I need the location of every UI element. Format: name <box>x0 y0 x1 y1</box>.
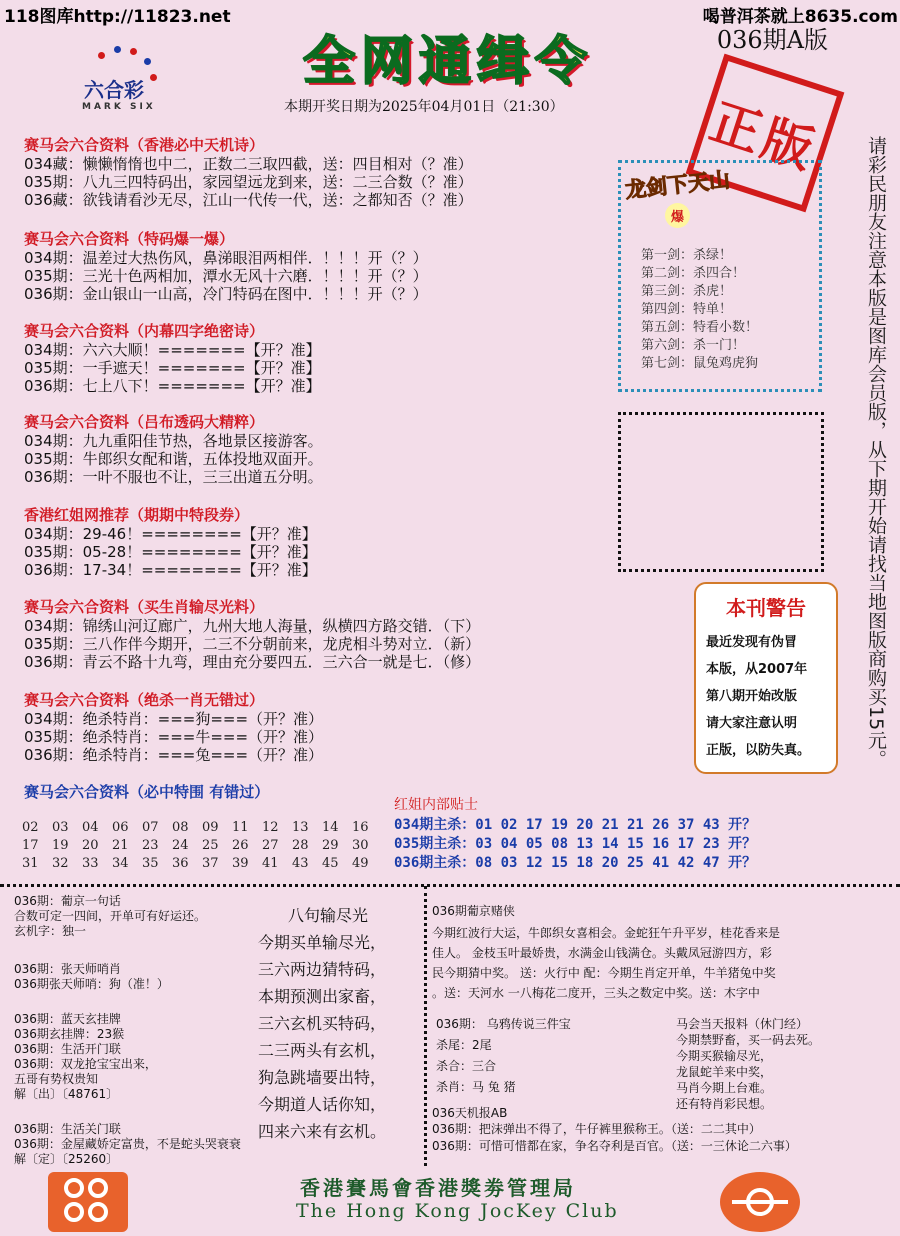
text-line: 036期：蓝天玄挂牌 <box>14 1012 121 1026</box>
issue-edition: 036期A版 <box>716 26 828 54</box>
number-cell: 39 <box>232 856 249 871</box>
poem-line: 今期道人话你知， <box>258 1095 387 1114</box>
text-line: 还有特肖彩民想。 <box>676 1097 773 1111</box>
bottom-left-block-4 <box>14 1122 241 1167</box>
number-cell: 45 <box>322 856 339 871</box>
dragon-line: 第六剑：杀一门！ <box>641 338 746 353</box>
bottom-right-block-2-left <box>436 1014 571 1098</box>
text-line: 今期红波行大运，牛郎织女喜相会。金蛇狂午升平岁，桂花香来是 <box>432 926 781 940</box>
number-cell: 02 <box>22 820 39 835</box>
section-title: 赛马会六合资料（必中特围 有错过） <box>24 783 270 801</box>
poem-line: 四来六来有玄机。 <box>258 1122 387 1141</box>
kill-row: 034期主杀：01 02 17 19 20 21 21 26 37 43 开？ <box>394 817 757 833</box>
text-line: 民今期猜中奖。 送：火行中 配：今期生肖定开单，牛羊猪兔中奖 <box>432 966 776 980</box>
warning-notice <box>694 582 838 774</box>
warning-line: 请大家注意认明 <box>706 716 798 731</box>
text-line: 036期：把沫弹出不得了，牛仔裤里猴称王。（送：二二其中） <box>432 1122 761 1136</box>
title-char: 网 <box>360 31 413 92</box>
text-line: 036期葡京赌侠 <box>432 904 515 918</box>
number-cell: 14 <box>322 820 339 835</box>
section-line: 035期：05-28！========【开？准】 <box>24 543 317 561</box>
number-cell: 24 <box>172 838 189 853</box>
dragon-line: 第四剑：特单！ <box>641 302 733 317</box>
number-cell: 04 <box>82 820 99 835</box>
section-title: 赛马会六合资料（买生肖输尽光料） <box>24 598 265 616</box>
number-cell: 06 <box>112 820 129 835</box>
title-char: 全 <box>302 31 355 92</box>
number-cell: 13 <box>292 820 309 835</box>
kill-row: 036期主杀：08 03 12 15 18 20 25 41 42 47 开？ <box>394 855 757 871</box>
bottom-right-block-2-right <box>676 1016 820 1112</box>
text-line: 杀合：三合 <box>436 1059 497 1073</box>
special-range-numbers <box>22 820 382 874</box>
number-cell: 28 <box>292 838 309 853</box>
text-line: 龙鼠蛇羊来中奖， <box>676 1065 773 1079</box>
number-cell: 49 <box>352 856 369 871</box>
dragon-line: 第三剑：杀虎！ <box>641 284 733 299</box>
number-cell: 12 <box>262 820 279 835</box>
section-line: 036期：绝杀特肖：===兔===（开？准） <box>24 746 324 764</box>
section-title: 赛马会六合资料（吕布透码大精粹） <box>24 413 265 431</box>
section-line: 035期：三八作伴今期开，二三不分朝前来，龙虎相斗势对立．（新） <box>24 635 481 653</box>
section-line: 035期：一手遮天！=======【开？准】 <box>24 359 321 377</box>
poem-line: 狗急跳墙要出特， <box>258 1068 387 1087</box>
dragon-line: 第七剑：鼠兔鸡虎狗 <box>641 356 759 371</box>
text-line: 解〔出〕〔48761〕 <box>14 1087 119 1101</box>
number-cell: 30 <box>352 838 369 853</box>
logo-subtitle: MARK SIX <box>82 102 156 112</box>
number-cell: 43 <box>292 856 309 871</box>
number-cell: 16 <box>352 820 369 835</box>
text-line: 036期：生活开门联 <box>14 1042 121 1056</box>
section-line: 036藏：欲钱请看沙无尽，江山一代传一代，送：之都知否（？准） <box>24 191 473 209</box>
empty-dotted-box <box>618 412 824 572</box>
logo-text: 六合彩 <box>84 78 144 102</box>
number-cell: 41 <box>262 856 279 871</box>
eight-line-poem <box>258 902 386 1145</box>
section-title: 香港红姐网推荐（期期中特段券） <box>24 506 250 524</box>
bottom-right-block-3 <box>432 1106 797 1155</box>
number-cell: 19 <box>52 838 69 853</box>
text-line: 马会当天报料（休门经） <box>676 1017 809 1031</box>
title-char: 缉 <box>477 31 530 92</box>
section-line: 034藏：懒懒惰惰也中二，正数二三取四截，送：四目相对（？准） <box>24 155 473 173</box>
section-line: 036期：七上八下！=======【开？准】 <box>24 377 321 395</box>
text-line: 解〔定〕〔25260〕 <box>14 1152 119 1166</box>
text-line: 。送：天河水 一八梅花二度开，三头之数定中奖。送：木字中 <box>432 986 760 1000</box>
number-row <box>22 838 382 853</box>
number-cell: 23 <box>142 838 159 853</box>
warning-line: 最近发现有伪冒 <box>706 635 798 650</box>
section-title: 赛马会六合资料（香港必中天机诗） <box>24 136 265 154</box>
text-line: 今期买猴输尽光， <box>676 1049 773 1063</box>
section-line: 036期：金山银山一山高，冷门特码在图中．！！！开（？） <box>24 285 428 303</box>
section-line: 035期：三光十色两相加，潭水无风十六磨．！！！开（？） <box>24 267 428 285</box>
section-line: 036期：一叶不服也不让，三三出道五分明。 <box>24 468 323 486</box>
section-lubu-code <box>24 413 564 486</box>
section-title: 赛马会六合资料（特码爆一爆） <box>24 230 235 248</box>
red-sister-tips <box>394 794 756 873</box>
burst-badge: 爆 <box>665 203 690 228</box>
section-line: 034期：绝杀特肖：===狗===（开？准） <box>24 710 324 728</box>
section-line: 036期：17-34！========【开？准】 <box>24 561 317 579</box>
section-line: 034期：温差过大热伤风，鼻涕眼泪两相伴．！！！开（？） <box>24 249 428 267</box>
section-line: 034期：九九重阳佳节热，各地景区接游客。 <box>24 432 323 450</box>
vertical-notice: 请彩民朋友注意本版是图库会员版，从下期开始请找当地图版商购买15元。 <box>865 136 887 769</box>
text-line: 036天机报AB <box>432 1106 508 1120</box>
red-sister-title: 红姐内部贴士 <box>394 797 478 813</box>
section-divider <box>0 884 900 887</box>
number-cell: 36 <box>172 856 189 871</box>
text-line: 马肖今期上台难。 <box>676 1081 773 1095</box>
bottom-right-block-1 <box>432 904 780 1003</box>
footer-title-cn: 香港賽馬會香港獎劵管理局 <box>300 1176 576 1200</box>
page-title <box>284 24 606 92</box>
warning-title: 本刊警告 <box>726 596 806 620</box>
mark-six-logo <box>78 44 188 116</box>
poem-title: 八句输尽光 <box>288 906 369 925</box>
number-cell: 33 <box>82 856 99 871</box>
section-kill-zodiac <box>24 691 564 764</box>
dragon-sword-box <box>618 160 822 392</box>
kill-row: 035期主杀：03 04 05 08 13 14 15 16 17 23 开？ <box>394 836 757 852</box>
section-line: 034期：六六大顺！=======【开？准】 <box>24 341 321 359</box>
number-cell: 09 <box>202 820 219 835</box>
text-line: 合数可定一四间，开单可有好运还。 <box>14 909 207 923</box>
text-line: 036期：葡京一句话 <box>14 894 121 908</box>
dragon-line: 第一剑：杀绿！ <box>641 248 733 263</box>
number-row <box>22 820 382 835</box>
text-line: 036期： 乌鸦传说三件宝 <box>436 1017 571 1031</box>
text-line: 036期：双龙抢宝宝出来， <box>14 1057 157 1071</box>
section-line: 035期：八九三四特码出，家园望远龙到来，送：二三合数（？准） <box>24 173 473 191</box>
text-line: 今期禁野畜，买一码去死。 <box>676 1033 821 1047</box>
number-cell: 29 <box>322 838 339 853</box>
poem-line: 今期买单输尽光， <box>258 933 387 952</box>
number-cell: 35 <box>142 856 159 871</box>
number-cell: 20 <box>82 838 99 853</box>
text-line: 036期张天师哨：狗（准！） <box>14 977 169 991</box>
section-hongjie-recommend <box>24 506 564 579</box>
dragon-list <box>641 247 758 373</box>
text-line: 036期：金屋藏娇定富贵，不是蛇头哭衰衰 <box>14 1137 241 1151</box>
text-line: 036期：生活关门联 <box>14 1122 121 1136</box>
section-zodiac-lose <box>24 598 564 671</box>
text-line: 036期：可惜可惜都在家，争名夺利是百官。（送：一三休论二六事） <box>432 1139 797 1153</box>
poem-line: 三六两边猜特码， <box>258 960 387 979</box>
number-cell: 07 <box>142 820 159 835</box>
number-cell: 03 <box>52 820 69 835</box>
poem-line: 本期预测出家畜， <box>258 987 387 1006</box>
poem-line: 三六玄机买特码， <box>258 1014 387 1033</box>
text-line: 杀尾：2尾 <box>436 1038 492 1052</box>
dragon-line: 第五剑：特看小数！ <box>641 320 759 335</box>
text-line: 玄机字：独一 <box>14 924 87 938</box>
dragon-title: 龙剑下天山 <box>624 167 732 203</box>
poem-line: 二三两头有玄机， <box>258 1041 387 1060</box>
footer-title-en: The Hong Kong JocKey Club <box>296 1200 619 1222</box>
number-cell: 26 <box>232 838 249 853</box>
text-line: 杀肖：马 兔 猪 <box>436 1080 516 1094</box>
section-special-code <box>24 230 564 303</box>
text-line: 036期：张天师哨肖 <box>14 962 121 976</box>
site-url-right: 喝普洱茶就上8635.com <box>702 7 898 27</box>
number-cell: 11 <box>232 820 249 835</box>
number-cell: 25 <box>202 838 219 853</box>
stamp-text: 正版 <box>703 91 825 182</box>
number-cell: 08 <box>172 820 189 835</box>
title-char: 通 <box>418 31 471 92</box>
number-cell: 31 <box>22 856 39 871</box>
bottom-left-block-3 <box>14 1012 157 1102</box>
text-line: 五哥有势权贵知 <box>14 1072 99 1086</box>
section-line: 034期：29-46！========【开？准】 <box>24 525 317 543</box>
number-cell: 32 <box>52 856 69 871</box>
number-row <box>22 856 382 871</box>
section-title: 赛马会六合资料（内幕四字绝密诗） <box>24 322 265 340</box>
hkjc-left-emblem-icon <box>48 1172 128 1232</box>
section-title: 赛马会六合资料（绝杀一肖无错过） <box>24 691 265 709</box>
site-url-left: 118图库http://11823.net <box>4 7 231 27</box>
number-cell: 34 <box>112 856 129 871</box>
bottom-left-block-2 <box>14 962 169 992</box>
dragon-line: 第二剑：杀四合！ <box>641 266 746 281</box>
number-cell: 37 <box>202 856 219 871</box>
number-cell: 21 <box>112 838 129 853</box>
section-four-char-poem <box>24 322 564 395</box>
section-line: 036期：青云不路十九弯，理由充分要四五．三六合一就是七．（修） <box>24 653 481 671</box>
draw-date: 本期开奖日期为2025年04月01日（21:30） <box>284 99 564 115</box>
number-cell: 27 <box>262 838 279 853</box>
number-cell: 17 <box>22 838 39 853</box>
text-line: 佳人。 金枝玉叶最娇贵，水满金山钱满仓。头戴凤冠游四方，彩 <box>432 946 772 960</box>
section-line: 035期：绝杀特肖：===牛===（开？准） <box>24 728 324 746</box>
section-line: 035期：牛郎织女配和谐，五体投地双面开。 <box>24 450 323 468</box>
text-line: 036期玄挂牌：23猴 <box>14 1027 125 1041</box>
bottom-left-block-1 <box>14 894 206 939</box>
warning-line: 第八期开始改版 <box>706 689 798 704</box>
warning-line: 本版，从2007年 <box>706 662 808 677</box>
hkjc-right-emblem-icon <box>720 1172 800 1232</box>
warning-line: 正版，以防失真。 <box>706 743 811 758</box>
section-tianji-poem <box>24 136 564 209</box>
title-char: 令 <box>535 31 588 92</box>
section-line: 034期：锦绣山河辽廊广，九州大地人海量，纵横四方路交错．（下） <box>24 617 481 635</box>
column-divider <box>424 886 427 1166</box>
